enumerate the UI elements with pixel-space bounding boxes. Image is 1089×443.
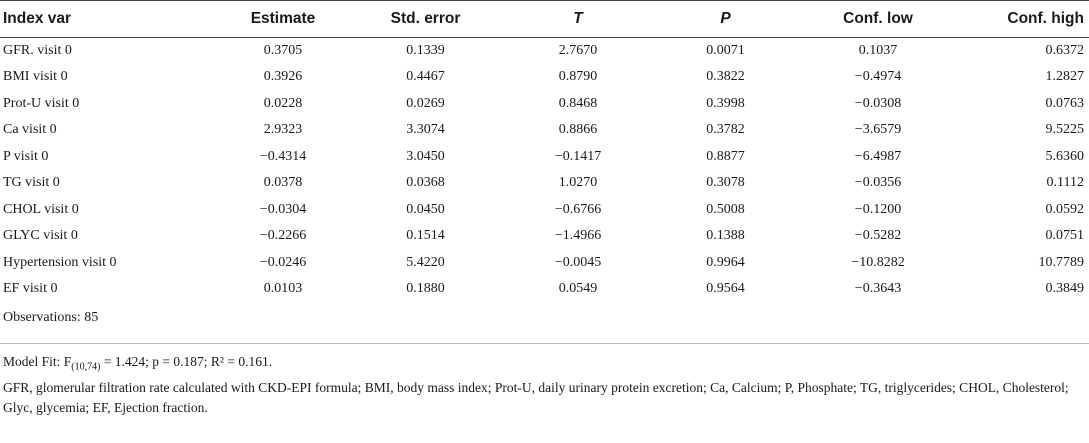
std-error-cell: 3.0450	[406, 148, 445, 164]
estimate-cell: 0.3705	[263, 43, 303, 58]
estimate-cell: 2.9323	[263, 122, 303, 138]
conf-high-cell: 9.5225	[1045, 122, 1084, 138]
p-cell: 0.1388	[706, 228, 745, 244]
p-cell: 0.9964	[706, 254, 745, 270]
p-cell: 0.3822	[706, 69, 745, 85]
row-label: EF visit 0	[3, 281, 58, 297]
estimate-cell: −0.4314	[259, 148, 307, 164]
t-cell: 0.0549	[558, 281, 598, 297]
std-error-cell: 0.1339	[406, 43, 445, 58]
row-label: Prot-U visit 0	[3, 95, 80, 111]
p-cell: 0.5008	[706, 201, 745, 217]
conf-high-cell: 0.0751	[1045, 228, 1084, 244]
conf-high-cell: 0.0592	[1045, 201, 1084, 217]
t-cell: 0.8790	[558, 69, 598, 85]
model-fit-rest: = 1.424; p = 0.187; R² = 0.161.	[100, 353, 273, 369]
row-label: Hypertension visit 0	[3, 254, 117, 270]
estimate-cell: 0.0103	[263, 281, 303, 297]
p-cell: 0.9564	[706, 281, 745, 297]
t-cell: 0.8866	[558, 122, 598, 138]
header-conf-high: Conf. high	[1007, 10, 1084, 27]
table-row	[0, 223, 1089, 250]
row-label: CHOL visit 0	[3, 201, 79, 217]
t-cell: −0.0045	[554, 254, 602, 270]
conf-low-cell: −0.3643	[854, 281, 902, 297]
conf-low-cell: −0.4974	[854, 69, 902, 85]
conf-high-cell: 1.2827	[1045, 69, 1084, 85]
header-index-var: Index var	[3, 10, 72, 27]
table-body	[0, 38, 1089, 333]
header-p: P	[720, 10, 731, 27]
conf-low-cell: −10.8282	[851, 254, 905, 270]
header-conf-low: Conf. low	[843, 10, 913, 27]
t-cell: −0.6766	[554, 201, 602, 217]
estimate-cell: 0.0228	[263, 95, 303, 111]
model-fit-subscript: (10,74)	[71, 361, 101, 373]
t-cell: −1.4966	[554, 228, 602, 244]
std-error-cell: 0.1880	[406, 281, 445, 297]
row-label: BMI visit 0	[3, 69, 68, 85]
conf-high-cell: 0.3849	[1045, 281, 1084, 297]
conf-high-cell: 0.0763	[1045, 95, 1084, 111]
conf-low-cell: −0.5282	[854, 228, 902, 244]
row-label: GFR. visit 0	[3, 43, 72, 58]
std-error-cell: 0.1514	[406, 228, 445, 244]
p-cell: 0.0071	[706, 43, 745, 58]
t-cell: 2.7670	[558, 43, 598, 58]
header-estimate: Estimate	[250, 10, 316, 27]
observations-text: Observations: 85	[3, 309, 99, 325]
std-error-cell: 0.0450	[406, 201, 445, 217]
estimate-cell: −0.0246	[259, 254, 307, 270]
observations-row	[0, 303, 1089, 333]
conf-high-cell: 0.1112	[1046, 175, 1084, 191]
p-cell: 0.3078	[706, 175, 745, 191]
std-error-cell: 3.3074	[406, 122, 445, 138]
estimate-cell: −0.0304	[259, 201, 307, 217]
header-t: T	[573, 10, 583, 27]
estimate-cell: 0.3926	[263, 69, 303, 85]
std-error-cell: 0.0269	[406, 95, 445, 111]
table-row	[0, 91, 1089, 118]
conf-high-cell: 10.7789	[1038, 254, 1084, 270]
estimate-cell: 0.0378	[263, 175, 303, 191]
std-error-cell: 0.4467	[406, 69, 445, 85]
t-cell: −0.1417	[554, 148, 602, 164]
row-label: TG visit 0	[3, 175, 60, 191]
header-row	[0, 1, 1089, 38]
p-cell: 0.8877	[706, 148, 745, 164]
abbreviations-note: GFR, glomerular filtration rate calculated with CKD-EPI formula; BMI, body mass index; Prot-U, daily urinary protein excretion; Ca, Calcium; P, Phosphate; TG, triglycerides; CHOL, Cholesterol; Glyc, glycemia; EF, Ejection fraction.	[3, 379, 1069, 416]
table-row	[0, 144, 1089, 171]
row-label: Ca visit 0	[3, 122, 57, 138]
row-label: P visit 0	[3, 148, 49, 164]
table-row	[0, 197, 1089, 224]
conf-low-cell: −0.1200	[854, 201, 902, 217]
conf-high-cell: 5.6360	[1045, 148, 1084, 164]
conf-low-cell: −0.0356	[854, 175, 902, 191]
table-row	[0, 170, 1089, 197]
table-notes	[0, 343, 1089, 419]
conf-low-cell: −6.4987	[854, 148, 902, 164]
std-error-cell: 5.4220	[406, 254, 445, 270]
conf-high-cell: 0.6372	[1045, 43, 1084, 58]
t-cell: 0.8468	[558, 95, 598, 111]
std-error-cell: 0.0368	[406, 175, 445, 191]
table-row	[0, 250, 1089, 277]
model-fit-prefix: Model Fit: F	[3, 353, 72, 369]
table-row	[0, 276, 1089, 303]
row-label: GLYC visit 0	[3, 228, 78, 244]
table-row	[0, 64, 1089, 91]
header-std-error: Std. error	[390, 10, 461, 27]
estimate-cell: −0.2266	[259, 228, 307, 244]
p-cell: 0.3998	[706, 95, 745, 111]
conf-low-cell: −0.0308	[854, 95, 902, 111]
t-cell: 1.0270	[558, 175, 598, 191]
table-row	[0, 38, 1089, 65]
table-row	[0, 117, 1089, 144]
p-cell: 0.3782	[706, 122, 745, 138]
model-fit-note	[3, 352, 1086, 378]
conf-low-cell: 0.1037	[858, 43, 898, 58]
conf-low-cell: −3.6579	[854, 122, 902, 138]
